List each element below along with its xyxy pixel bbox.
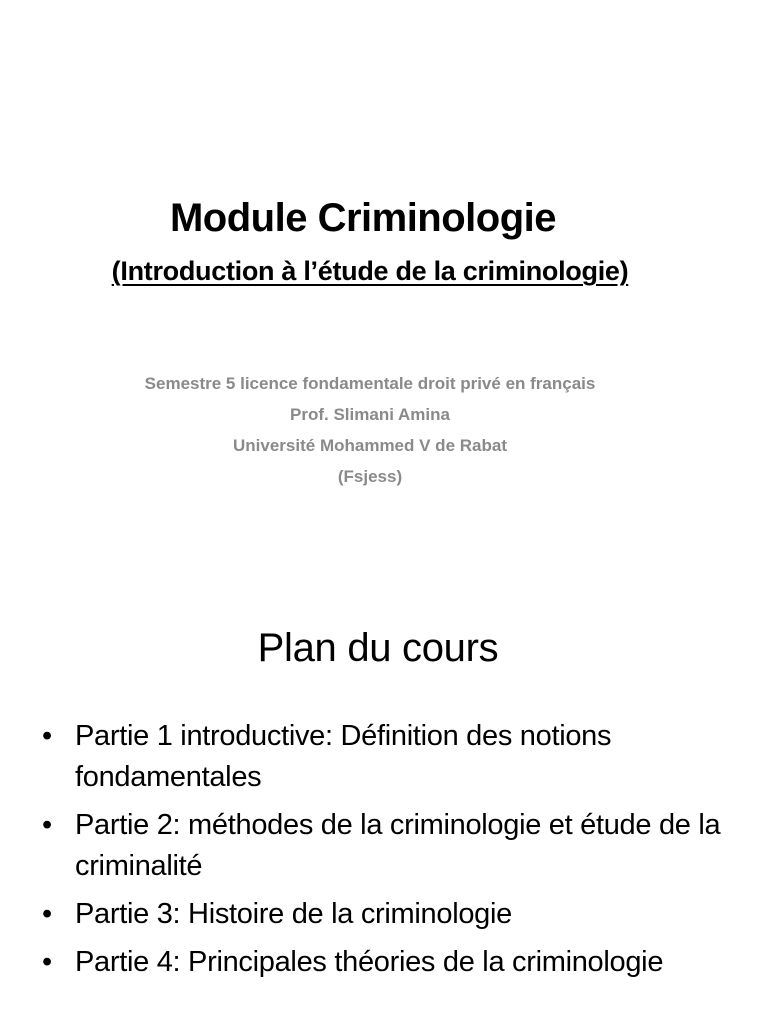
plan-item bbox=[0, 894, 740, 935]
plan-item bbox=[0, 942, 740, 983]
course-info bbox=[0, 368, 740, 492]
plan-item bbox=[0, 716, 740, 798]
plan-list bbox=[0, 716, 740, 990]
bullet-icon: • bbox=[42, 809, 52, 841]
module-title: Module Criminologie bbox=[169, 196, 557, 240]
plan-item-text: Partie 4: Principales théories de la criminologie bbox=[75, 946, 664, 978]
university-line: Université Mohammed V de Rabat bbox=[233, 436, 507, 455]
plan-item-text: Partie 2: méthodes de la criminologie et étude de la criminalité bbox=[75, 809, 721, 882]
plan-item bbox=[0, 805, 740, 887]
plan-item-text: Partie 1 introductive: Définition des notions fondamentales bbox=[75, 720, 612, 793]
plan-slide bbox=[0, 530, 768, 1024]
bullet-icon: • bbox=[42, 720, 52, 752]
semester-line: Semestre 5 licence fondamentale droit privé en français bbox=[144, 374, 596, 393]
module-subtitle: (Introduction à l’étude de la criminologie) bbox=[111, 256, 629, 286]
bullet-icon: • bbox=[42, 946, 52, 978]
plan-item-text: Partie 3: Histoire de la criminologie bbox=[75, 898, 512, 930]
faculty-line: (Fsjess) bbox=[337, 467, 403, 486]
professor-line: Prof. Slimani Amina bbox=[290, 405, 450, 424]
bullet-icon: • bbox=[42, 898, 52, 930]
plan-title: Plan du cours bbox=[257, 626, 499, 670]
